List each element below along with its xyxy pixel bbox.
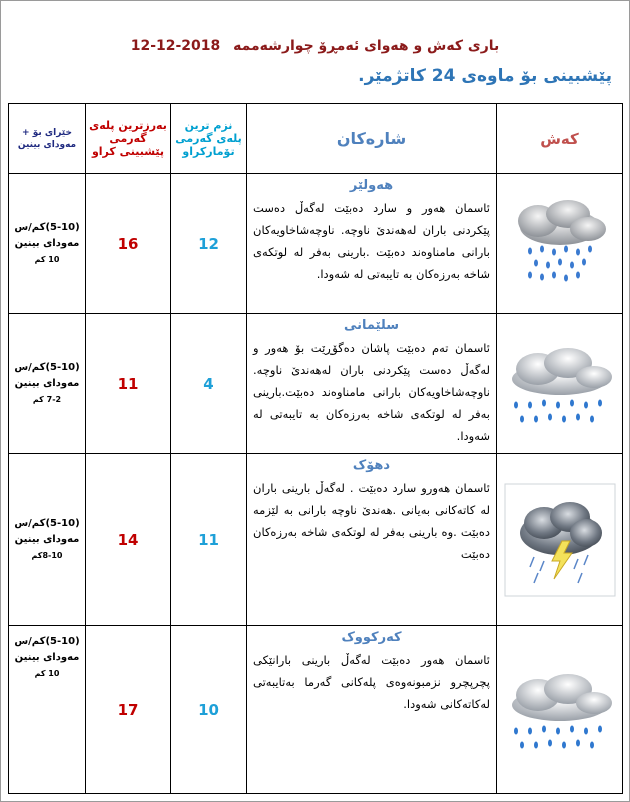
cloud-rain-icon bbox=[508, 199, 612, 289]
forecast-text: ئاسمان هەورو سارد دەبێت . لەگەڵ بارینی باران لە کاتەکانی بەیانی .هەندێ ناوچە بارانی بە لێزمە دەبێت .وە بارینی بەفر لە لوتکەی شاخە بەرزەکان دەبێت bbox=[253, 481, 490, 561]
city-name: سلێمانی bbox=[343, 318, 400, 333]
forecast-table bbox=[8, 103, 623, 794]
city-name: هەولێر bbox=[349, 178, 394, 193]
forecast-text: ئاسمان هەور دەبێت لەگەڵ بارینی بارانێکی پچرپچرو نزمبونەوەی پلەکانی گەرما بەتایبەتی لەکاتەکانی شەودا. bbox=[253, 653, 490, 711]
page-title bbox=[0, 38, 630, 54]
max-temp: 11 bbox=[86, 314, 171, 454]
header-wind: خێرای بۆ + مەودای بینین bbox=[9, 104, 86, 174]
forecast-text: ئاسمان هەور و سارد دەبێت لەگەڵ دەست پێکردنی باران لەهەندێ ناوچە. ناوچەشاخاویەکان بارانی مامناوەند دەبێت .بارینی بەفر لە لوتکەی شاخە بەرزەکان بە تایبەتی لە شەودا. bbox=[253, 201, 490, 281]
wind-cell: (5-10)کم/س مەودای بینین 7-2 کم bbox=[9, 314, 86, 454]
min-temp: 11 bbox=[171, 454, 247, 626]
table-row bbox=[9, 314, 623, 454]
forecast-subtitle: پێشبینی بۆ ماوەی 24 کاتژمێر. bbox=[358, 66, 612, 86]
city-description-cell bbox=[247, 174, 497, 314]
city-description-cell bbox=[247, 454, 497, 626]
cloud-rain-icon bbox=[502, 665, 618, 755]
header-min-temp: نزم ترین پلەی گەرمی تۆمارکراو bbox=[171, 104, 247, 174]
weather-cell bbox=[497, 454, 623, 626]
max-temp: 16 bbox=[86, 174, 171, 314]
cloud-rain-icon bbox=[502, 339, 618, 429]
city-description-cell bbox=[247, 626, 497, 794]
table-row bbox=[9, 626, 623, 794]
min-temp: 12 bbox=[171, 174, 247, 314]
min-temp: 10 bbox=[171, 626, 247, 794]
header-max-temp: بەرزترین پلەی گەرمی پێشبینی کراو bbox=[86, 104, 171, 174]
wind-cell: (5-10)کم/س مەودای بینین 10 کم bbox=[9, 626, 86, 794]
city-name: کەرکووک bbox=[341, 630, 402, 645]
table-header-row bbox=[9, 104, 623, 174]
city-name: دهۆک bbox=[352, 458, 391, 473]
weather-cell bbox=[497, 174, 623, 314]
wind-cell: (5-10)کم/س مەودای بینین 10 کم bbox=[9, 174, 86, 314]
header-weather: کەش bbox=[497, 104, 623, 174]
max-temp: 17 bbox=[86, 626, 171, 794]
title-text: باری کەش و هەوای ئەمڕۆ چوارشەممە bbox=[233, 38, 500, 54]
header-cities: شارەکان bbox=[247, 104, 497, 174]
city-description-cell bbox=[247, 314, 497, 454]
table-row bbox=[9, 174, 623, 314]
weather-cell bbox=[497, 626, 623, 794]
forecast-text: ئاسمان تەم دەبێت پاشان دەگۆڕێت بۆ هەور و لەگەڵ دەست پێکردنی باران لەهەندێ ناوچە. ناوچەشاخاویەکان بارانی مامناوەند دەبێت.بارینی بەفر لە لوتکەی شاخە بەرزەکان بە تایبەتی لە شەودا. bbox=[253, 341, 490, 443]
thunderstorm-icon bbox=[504, 483, 616, 597]
table-row bbox=[9, 454, 623, 626]
title-date: 2018-12-12 bbox=[130, 38, 221, 54]
max-temp: 14 bbox=[86, 454, 171, 626]
weather-cell bbox=[497, 314, 623, 454]
min-temp: 4 bbox=[171, 314, 247, 454]
wind-cell: (5-10)کم/س مەودای بینین 8-10کم bbox=[9, 454, 86, 626]
